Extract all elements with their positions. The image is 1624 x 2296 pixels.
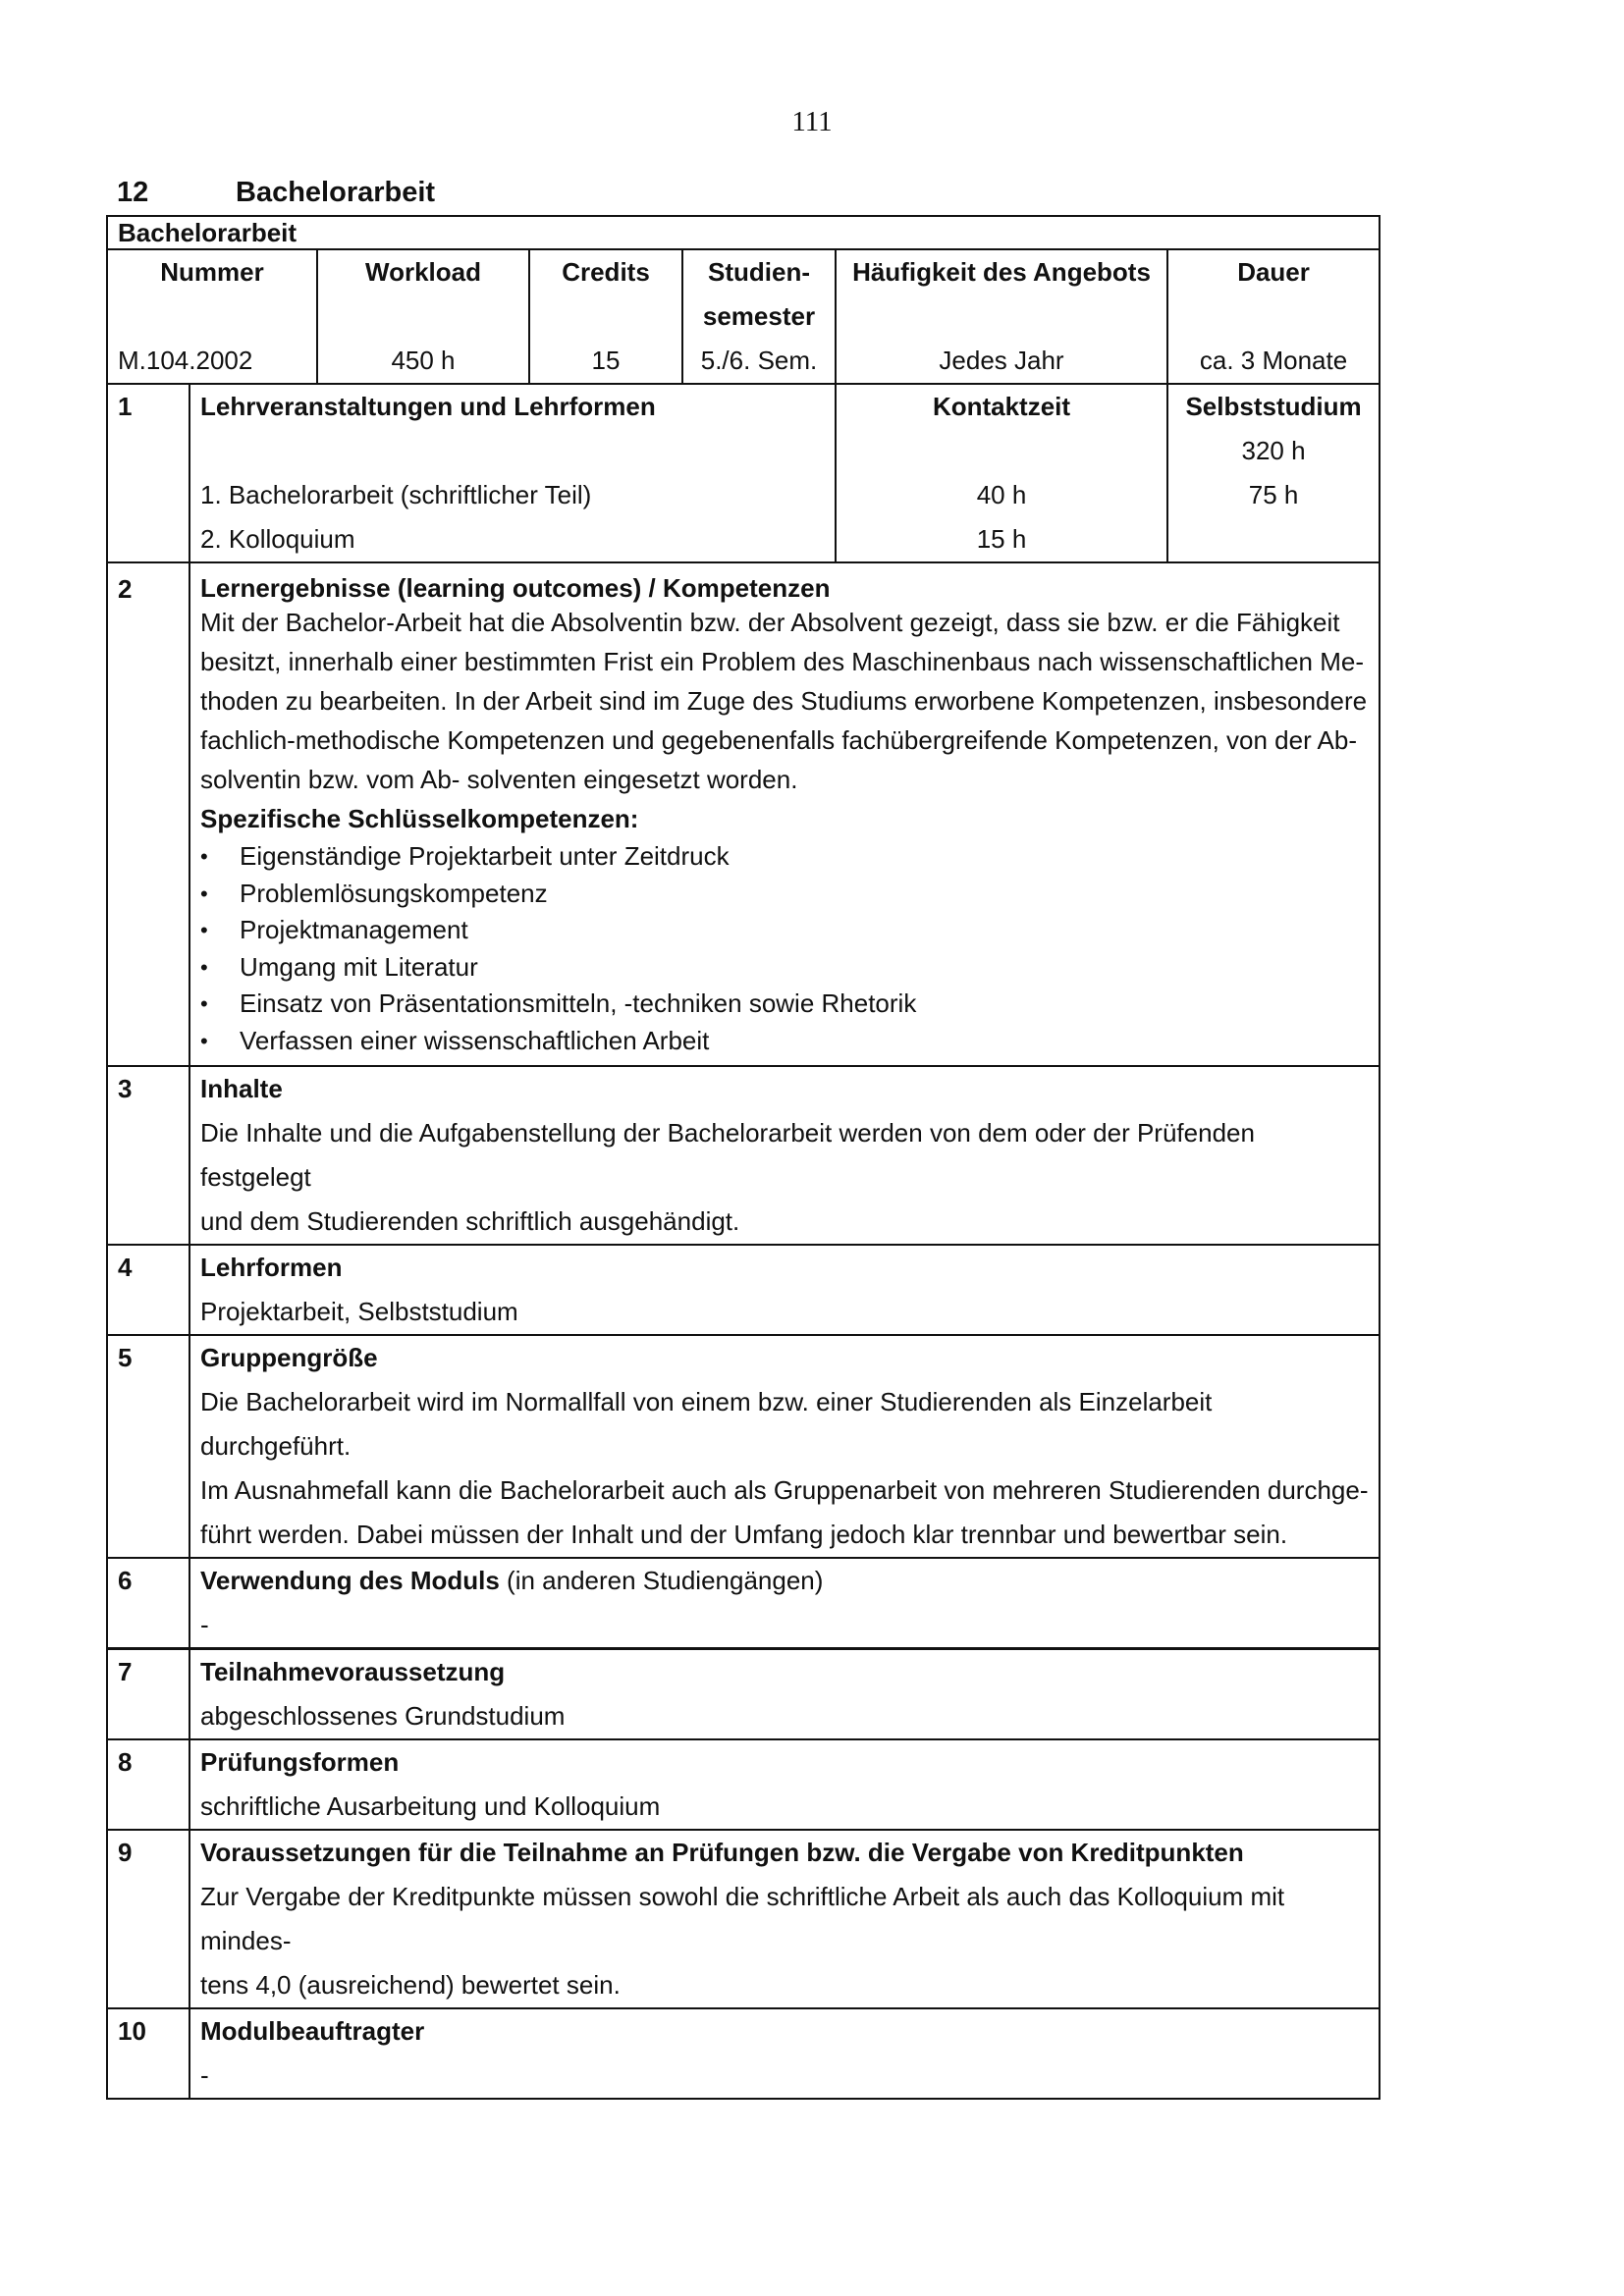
value-dauer: ca. 3 Monate	[1167, 339, 1380, 384]
row-1-spacer	[200, 429, 825, 473]
row-2-line: besitzt, innerhalb einer bestimmten Frist ein Problem des Maschinenbaus nach wissenschaftlichen Me-	[200, 647, 1365, 676]
row-1-kontaktzeit	[836, 384, 1167, 562]
value-workload: 450 h	[317, 339, 529, 384]
row-3-line: Die Inhalte und die Aufgabenstellung der Bachelorarbeit werden von dem oder der Prüfenden festgelegt	[200, 1118, 1255, 1192]
row-7-number: 7	[107, 1649, 189, 1740]
row-1-selbststudium	[1167, 384, 1380, 562]
section-title: Bachelorarbeit	[236, 177, 436, 208]
row-8	[107, 1739, 1380, 1830]
row-5-title: Gruppengröße	[200, 1343, 378, 1372]
header-credits: Credits	[529, 249, 682, 339]
row-7-text: abgeschlossenes Grundstudium	[200, 1701, 566, 1731]
row-1-number: 1	[107, 384, 189, 562]
row-5-number: 5	[107, 1335, 189, 1558]
row-2-title: Lernergebnisse (learning outcomes) / Kompetenzen	[200, 573, 831, 603]
row-10-number: 10	[107, 2008, 189, 2099]
values-row	[107, 339, 1380, 384]
row-8-text: schriftliche Ausarbeitung und Kolloquium	[200, 1791, 661, 1821]
row-6	[107, 1558, 1380, 1649]
table-title-row	[107, 216, 1380, 249]
header-nummer: Nummer	[107, 249, 317, 339]
row-8-content	[189, 1739, 1380, 1830]
row-5-line: Die Bachelorarbeit wird im Normallfall von einem bzw. einer Studierenden als Einzelarbeit durchgeführt.	[200, 1387, 1213, 1461]
row-2	[107, 562, 1380, 1066]
value-haeufigkeit: Jedes Jahr	[836, 339, 1167, 384]
row-2-line: Mit der Bachelor-Arbeit hat die Absolventin bzw. der Absolvent gezeigt, dass sie bzw. er die Fähigkeit	[200, 608, 1340, 637]
row-9-number: 9	[107, 1830, 189, 2008]
row-5-content	[189, 1335, 1380, 1558]
row-9	[107, 1830, 1380, 2008]
row-6-number: 6	[107, 1558, 189, 1649]
header-semester-line2: semester	[702, 301, 816, 331]
row-1	[107, 384, 1380, 562]
list-item: • Eigenständige Projektarbeit unter Zeitdruck	[240, 838, 1369, 876]
row-2-subtitle: Spezifische Schlüsselkompetenzen:	[200, 804, 639, 833]
row-2-line: fachlich-methodische Kompetenzen und gegebenenfalls fachübergreifende Kompetenzen, von der Ab-	[200, 725, 1358, 755]
row-10-text: -	[200, 2060, 209, 2090]
row-2-paragraph	[200, 603, 1369, 799]
row-8-number: 8	[107, 1739, 189, 1830]
header-haeufigkeit: Häufigkeit des Angebots	[836, 249, 1167, 339]
list-item: • Einsatz von Präsentationsmitteln, -techniken sowie Rhetorik	[240, 986, 1369, 1023]
table-title: Bachelorarbeit	[107, 216, 1380, 249]
section-heading	[117, 177, 435, 209]
header-semester-line1: Studien-	[708, 257, 810, 287]
list-item: • Verfassen einer wissenschaftlichen Arbeit	[240, 1023, 1369, 1060]
row-5-line: Im Ausnahmefall kann die Bachelorarbeit auch als Gruppenarbeit von mehreren Studierenden durchge-	[200, 1475, 1369, 1505]
row-7	[107, 1649, 1380, 1740]
row-6-content	[189, 1558, 1380, 1649]
row-5	[107, 1335, 1380, 1558]
header-semester	[682, 249, 836, 339]
row-9-line: Zur Vergabe der Kreditpunkte müssen sowohl die schriftliche Arbeit als auch das Kolloquium mit mindes-	[200, 1882, 1285, 1955]
course-item-1: 1. Bachelorarbeit (schriftlicher Teil)	[200, 480, 592, 509]
row-4-title: Lehrformen	[200, 1253, 343, 1282]
row-3-number: 3	[107, 1066, 189, 1245]
page-number: 111	[791, 106, 833, 137]
kontaktzeit-item-1: 40 h	[976, 480, 1027, 509]
row-4-text: Projektarbeit, Selbststudium	[200, 1297, 518, 1326]
row-10	[107, 2008, 1380, 2099]
row-9-line: tens 4,0 (ausreichend) bewertet sein.	[200, 1970, 621, 2000]
header-workload: Workload	[317, 249, 529, 339]
selbststudium-item-1: 75 h	[1248, 480, 1299, 509]
row-5-line: führt werden. Dabei müssen der Inhalt und der Umfang jedoch klar trennbar und bewertbar sein.	[200, 1520, 1288, 1549]
competence-list	[200, 838, 1369, 1059]
kontaktzeit-item-2: 15 h	[976, 524, 1027, 554]
row-7-title: Teilnahmevoraussetzung	[200, 1657, 506, 1686]
row-3-content	[189, 1066, 1380, 1245]
selbststudium-header: Selbststudium	[1185, 392, 1362, 421]
row-2-content	[189, 562, 1380, 1066]
row-4	[107, 1245, 1380, 1335]
value-nummer: M.104.2002	[107, 339, 317, 384]
row-6-title-line	[200, 1559, 1369, 1603]
row-6-title-suffix: (in anderen Studiengängen)	[499, 1566, 824, 1595]
header-dauer: Dauer	[1167, 249, 1380, 339]
value-semester: 5./6. Sem.	[682, 339, 836, 384]
row-6-title: Verwendung des Moduls	[200, 1566, 500, 1595]
row-2-line: solventin bzw. vom Ab- solventen eingesetzt worden.	[200, 765, 798, 794]
row-8-title: Prüfungsformen	[200, 1747, 400, 1777]
module-table-wrapper	[106, 215, 1379, 2100]
row-1-courses	[189, 384, 836, 562]
value-credits: 15	[529, 339, 682, 384]
list-item: • Projektmanagement	[240, 912, 1369, 949]
row-7-content	[189, 1649, 1380, 1740]
row-4-content	[189, 1245, 1380, 1335]
selbststudium-total: 320 h	[1241, 436, 1306, 465]
row-2-line: thoden zu bearbeiten. In der Arbeit sind im Zuge des Studiums erworbene Kompetenzen, insbesondere	[200, 686, 1368, 716]
header-row	[107, 249, 1380, 339]
list-item: • Umgang mit Literatur	[240, 949, 1369, 987]
kontaktzeit-header: Kontaktzeit	[932, 392, 1071, 421]
row-10-content	[189, 2008, 1380, 2099]
row-4-number: 4	[107, 1245, 189, 1335]
row-6-text: -	[200, 1610, 209, 1639]
row-3-line: und dem Studierenden schriftlich ausgehändigt.	[200, 1206, 740, 1236]
row-9-title: Voraussetzungen für die Teilnahme an Prüfungen bzw. die Vergabe von Kreditpunkten	[200, 1838, 1244, 1867]
course-item-2: 2. Kolloquium	[200, 524, 355, 554]
row-3-title: Inhalte	[200, 1074, 283, 1103]
row-2-number: 2	[107, 562, 189, 1066]
row-1-title: Lehrveranstaltungen und Lehrformen	[200, 392, 656, 421]
row-3	[107, 1066, 1380, 1245]
row-10-title: Modulbeauftragter	[200, 2016, 425, 2046]
module-table	[106, 215, 1380, 2100]
kontaktzeit-spacer	[846, 429, 1157, 473]
section-number: 12	[117, 177, 149, 208]
list-item: • Problemlösungskompetenz	[240, 876, 1369, 913]
row-9-content	[189, 1830, 1380, 2008]
